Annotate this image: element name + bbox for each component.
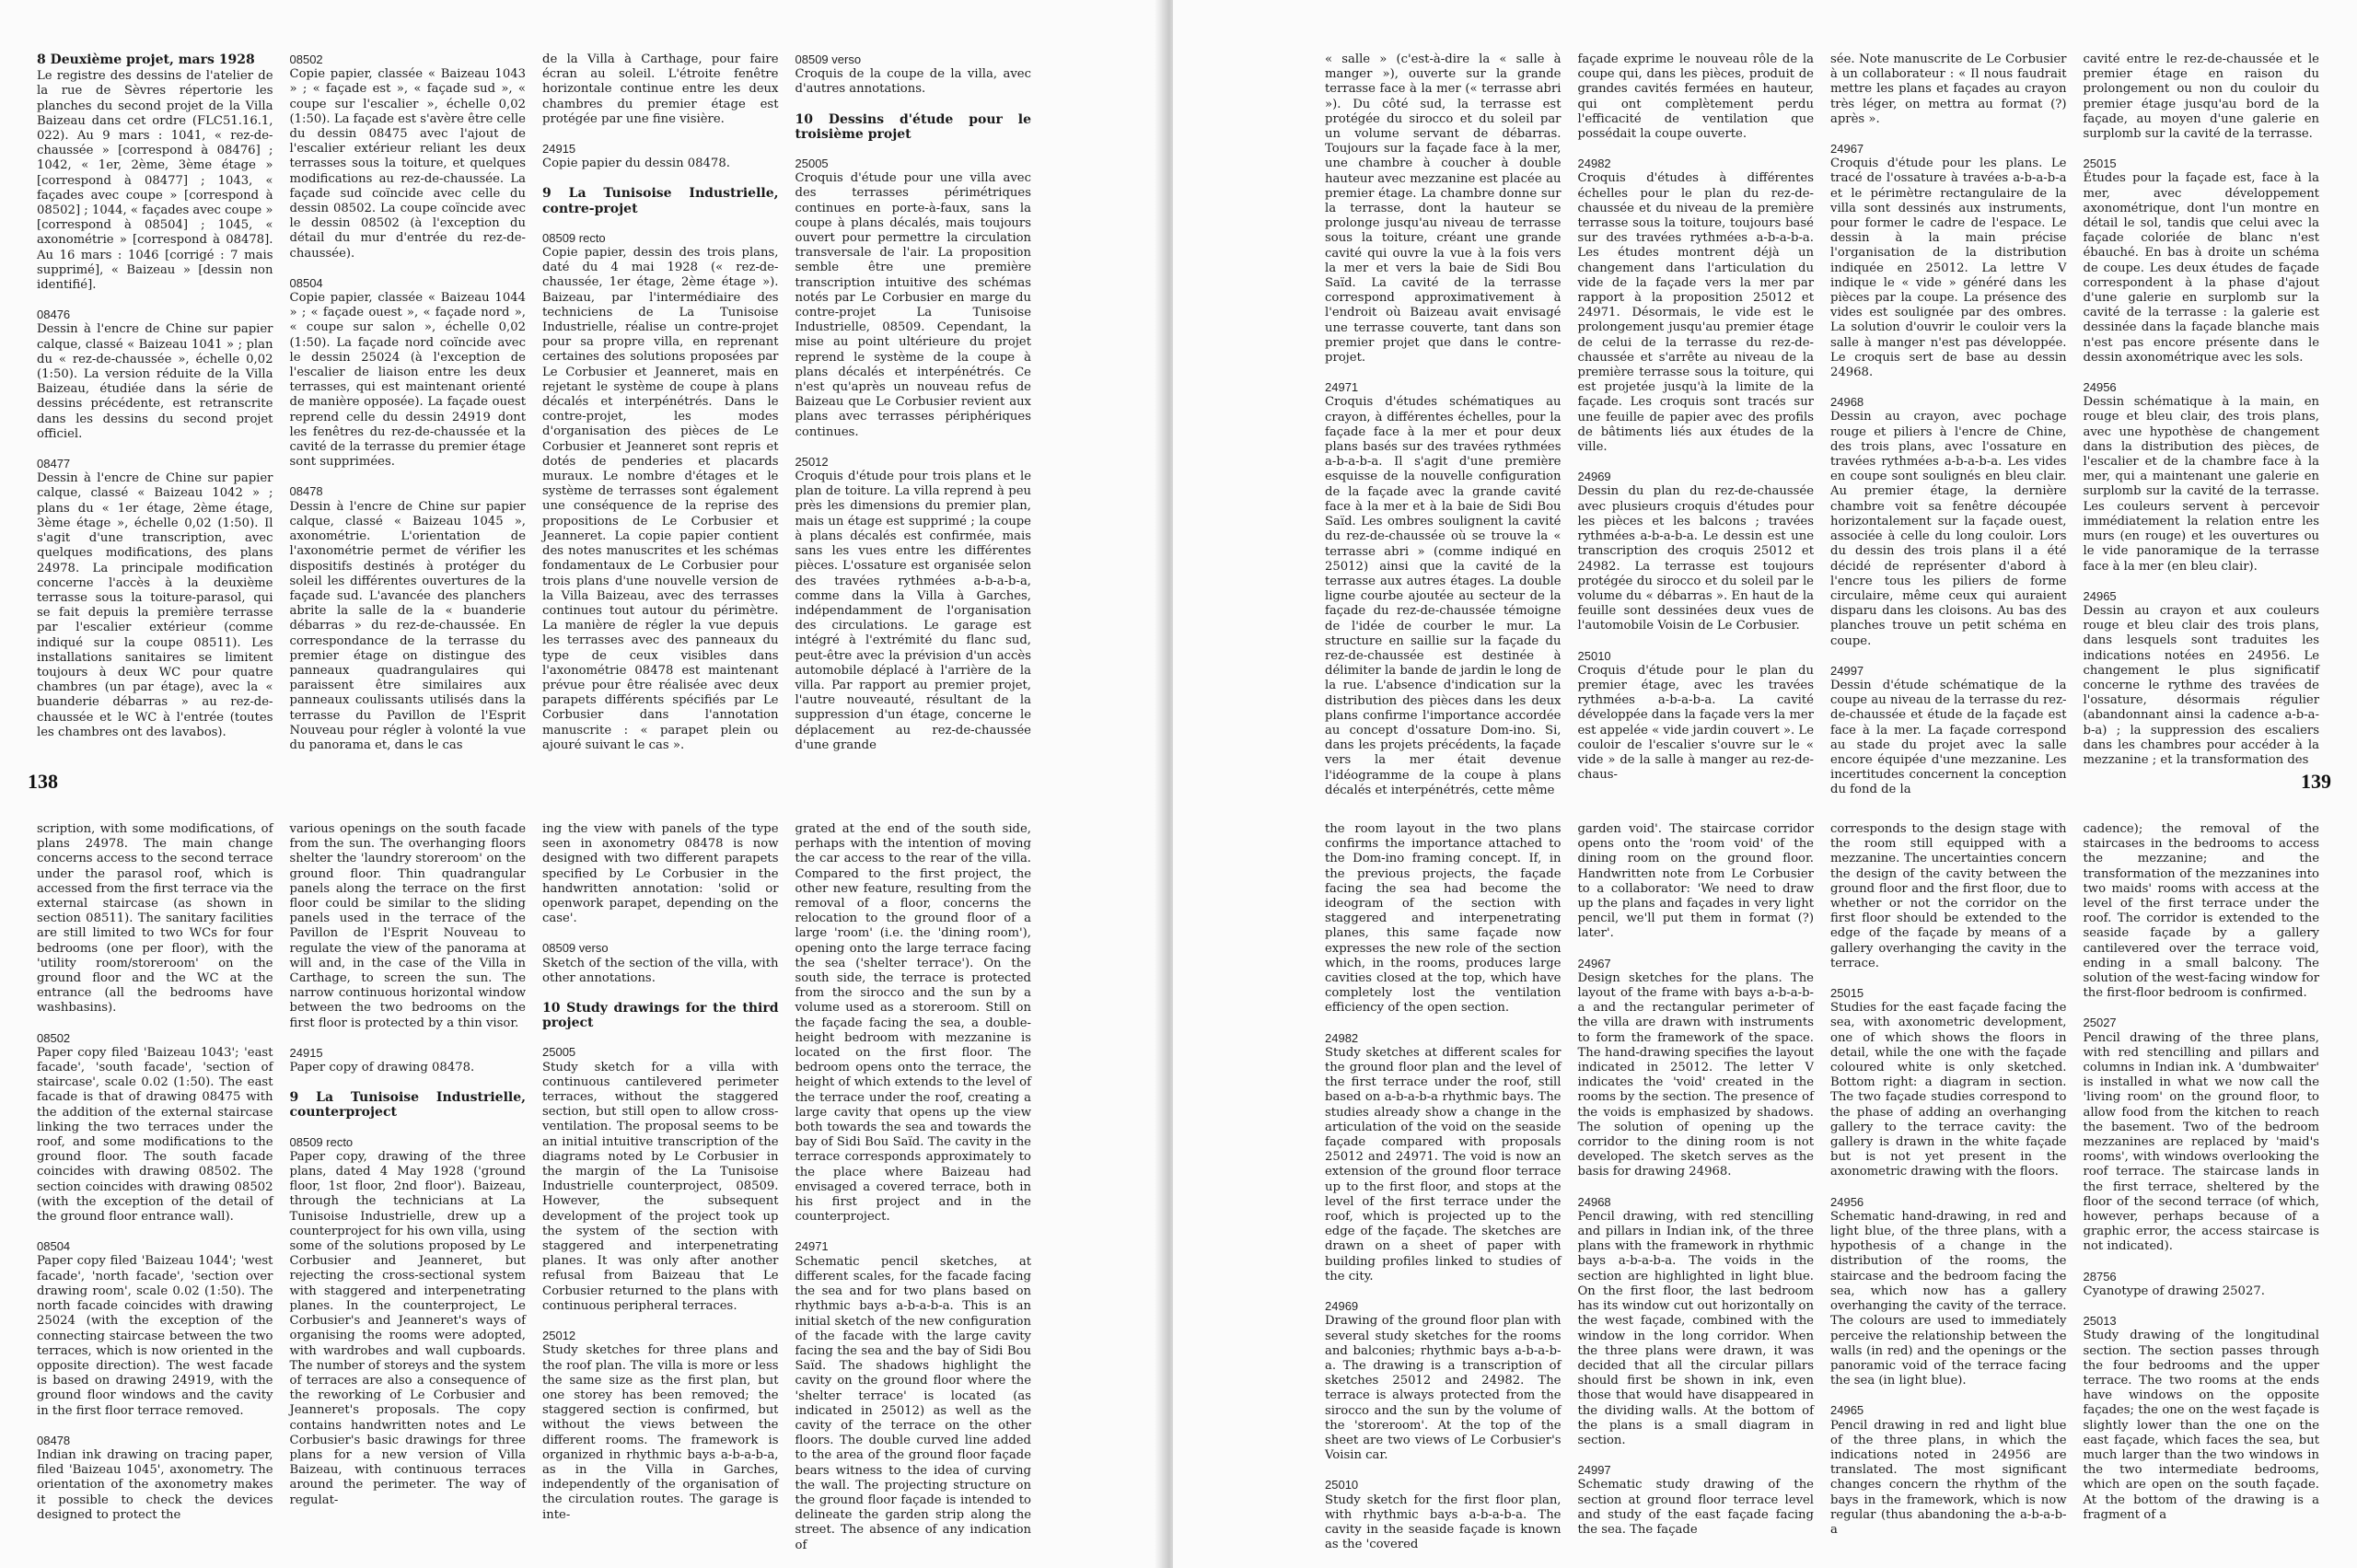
catalogue-entry (1578, 822, 1815, 942)
drawing-number: 08504 (37, 1239, 71, 1254)
entry-text: Copie papier, classée « Baizeau 1043 » ; « façade est », « façade sud », « coupe sur l'escalier », échelle 0,02 (1:50). La façade est s'avère être celle du dessin 08475 avec l'ajout de l'escalier extérieur reliant les deux terrasses sous la toiture, et quelques modifications au rez-de-chaussée. La façade sud coïncide avec celle du dessin 08502. La coupe coïncide avec le dessin 08502 (à l'exception du détail du mur d'entrée du rez-de-chaussée). (289, 67, 526, 261)
entry-text: Croquis d'étude pour une villa avec des terrasses périmétriques continues en porte-à-faux, sans la coupe à plans décalés, mais toujours ouvert pour permettre la circulation transversale de l'air. La proposition semble être une première transcription intuitive des schémas notés par Le Corbusier en marge du contre-projet La Tunisoise Industrielle, 08509. Cependant, la mise au point ultérieure du projet reprend le système de la coupe à plans décalés et interpénétrés. Ce n'est qu'après un nouveau refus de Baizeau que Le Corbusier revient aux plans avec terrasses périphériques continues. (795, 171, 1031, 439)
catalogue-entry (542, 52, 779, 127)
catalogue-entry (290, 1135, 527, 1508)
catalogue-entry (1325, 1478, 1562, 1552)
entry-text: Pencil drawing, with red stencilling and pillars in Indian ink, of the three plans with the framework in rhythmic bays a-b-a-b-a. The voids in the section are highlighted in light blue. On the first floor, the last bedroom has its window cut out horizontally on the west façade, combined with the window in the long corridor. When the three plans were drawn, it was decided that all the circular pillars should first be shown in ink, even those that would have disappeared in the dividing walls. At the bottom of the plans is a small diagram in section. (1577, 1209, 1814, 1447)
entry-text: Croquis de la coupe de la villa, avec d'autres annotations. (795, 67, 1031, 97)
catalogue-entry (37, 1434, 273, 1523)
drawing-number: 08509 recto (289, 1134, 354, 1149)
catalogue-entry (1578, 1195, 1815, 1448)
entry-text: the room layout in the two plans confirms the importance attached to the Dom-ino framing concept. If, in the previous projects, the façade facing the sea had become the ideogram of the section with staggered and interpenetrating planes, this same façade now expresses the new role of the section which, in the rooms, produces large cavities closed at the top, which have completely lost the ventilation efficiency of the open section. (1325, 822, 1562, 1016)
text-column (2084, 52, 2320, 813)
catalogue-entry (290, 484, 527, 753)
text-column (290, 822, 527, 1568)
catalogue-entry (2084, 1270, 2320, 1299)
catalogue-entry (542, 1001, 779, 1030)
entry-text: various openings on the south facade from the sun. The overhanging floors shelter the 'laundry storeroom' on the ground floor. Thin quadrangular panels along the terrace on the first floor could be similar to the sliding panels used in the terrace of the Pavillon de l'Esprit Nouveau to regulate the view of the panorama at will and, in the case of the Villa in Carthage, to screen the sun. The narrow continuous horizontal window between the two bedrooms on the first floor is protected by a thin visor. (289, 822, 526, 1030)
entry-text: Drawing of the ground floor plan with several study sketches for the rooms and balconies; rhythmic bays a-b-a-b-a. The drawing is a transcription of sketches 25012 and 24982. The terrace is always protected from the sirocco and the sun by the volume of the 'storeroom'. At the top of the sheet are two views of Le Corbusier's Voisin car. (1325, 1314, 1562, 1463)
entry-text: Dessin au crayon, avec pochage rouge et piliers à l'encre de Chine, des trois plans, avec l'ossature en travées rythmées a-b-a-b-a. Les vides en coupe sont soulignés en bleu clair. Au premier étage, la dernière chambre voit sa fenêtre découpée horizontalement sur la façade ouest, associée à celle du long couloir. Lors du dessin des trois plans il a été décidé de représenter d'abord à l'encre tous les piliers de forme circulaire, même ceux qui auraient disparu dans les cloisons. Au bas des planches trouve un petit schéma en coupe. (1830, 410, 2067, 648)
text-column (795, 52, 1032, 771)
catalogue-entry (2084, 822, 2320, 1001)
drawing-number: 25013 (2083, 1314, 2117, 1329)
text-column (1830, 52, 2067, 813)
entry-text: Dessin du plan du rez-de-chaussée avec plusieurs croquis d'études pour les pièces et les balcons ; travées rythmées a-b-a-b-a. Le dessin est une transcription des croquis 25012 et 24982. La terrasse est toujours protégée du sirocco et du soleil par le volume du « débarras ». En haut de la feuille sont dessinées deux vues de l'automobile Voisin de Le Corbusier. (1577, 484, 1814, 633)
drawing-number: 08509 verso (795, 52, 862, 66)
text-column (1830, 822, 2067, 1567)
right-page (1173, 0, 2357, 1568)
text-column (2084, 822, 2320, 1567)
catalogue-entry (1830, 664, 2067, 798)
drawing-number: 08502 (289, 52, 323, 66)
catalogue-entry (1830, 52, 2067, 127)
catalogue-entry (290, 52, 527, 261)
catalogue-entry (1830, 986, 2067, 1180)
catalogue-entry (1578, 470, 1815, 633)
entry-text: « salle » (c'est-à-dire la « salle à manger »), ouverte sur la grande terrasse face à la mer (« terrasse abri »). Du côté sud, la terrasse est protégée du sirocco et du soleil par un volume servant de débarras. Toujours sur la façade face à la mer, une chambre à coucher à double hauteur avec mezzanine est placée au premier étage. La chambre donne sur la terrasse, dont la hauteur se prolonge jusqu'au niveau de terrasse sous la toiture, créant une grande cavité qui ouvre la vue à la fois vers la mer et vers la baie de Sidi Bou Saïd. La cavité de la terrasse correspond approximativement à l'endroit où Baizeau avait envisagé une terrasse couverte, tant dans son premier projet que dans le contre-projet. (1325, 52, 1562, 366)
catalogue-entry (795, 157, 1032, 440)
catalogue-entry (1578, 1463, 1815, 1538)
catalogue-entry (37, 822, 273, 1016)
entry-text: Study sketches at different scales for the ground floor plan and the level of the first terrace under the roof, still based on a-b-a-b-a rhythmic bays. The studies already show a change in the articulation of the void on the seaside façade compared with proposals 25012 and 24971. The void is now an extension of the ground floor terrace up to the first floor, and stops at the level of the first terrace under the roof, which is projected up to the edge of the façade. The sketches are drawn on a sheet of paper with building profiles linked to studies of the city. (1325, 1045, 1562, 1283)
text-column (542, 822, 779, 1568)
catalogue-entry (37, 1031, 273, 1225)
drawing-number: 25010 (1325, 1478, 1359, 1493)
drawing-number: 24982 (1577, 157, 1611, 171)
catalogue-entry (795, 822, 1032, 1225)
text-column (1578, 822, 1815, 1567)
entry-text: Études pour la façade est, face à la mer, avec développement axonométrique, dont l'un montre en détail le sol, tandis que celui avec la façade coloriée de blanc n'est ébauché. En bas à droite un schéma de coupe. Les deux études de façade correspondent à la phase d'ajout d'une galerie en surplomb sur la cavité de la terrasse : la galerie est dessinée dans la façade blanche mais n'est pas encore présente dans le dessin axonométrique avec les sols. (2083, 171, 2319, 365)
catalogue-entry (1325, 822, 1562, 1016)
entry-text: Croquis d'étude pour trois plans et le plan de toiture. La villa reprend à peu près les dimensions du premier plan, mais un étage est supprimé ; la coupe à plans décalés est confirmée, mais sans les vues entre les différentes pièces. L'ossature est organisée selon des travées rythmées a-b-a-b-a, comme dans la Villa à Garches, indépendamment de l'organisation des circulations. Le garage est intégré à l'extrémité du flanc sud, peut-être avec la prévision d'un accès automobile déplacé à l'arrière de la villa. Par rapport au premier projet, l'autre nouveauté, résultant de la suppression d'un étage, concerne le déplacement au rez-de-chaussée d'une grande (795, 470, 1031, 752)
drawing-number: 08478 (289, 484, 323, 499)
catalogue-entry (2084, 1016, 2320, 1254)
entry-text: Copie papier du dessin 08478. (542, 157, 730, 171)
catalogue-entry (1830, 822, 2067, 971)
catalogue-entry (1325, 52, 1562, 366)
entry-text: Studies for the east façade facing the sea, with axonometric development, one of which shows the floors in detail, while the one with the façade coloured white is only sketched. Bottom right: a diagram in section. The two façade studies correspond to the phase of adding an overhanging gallery to the terrace cavity: the gallery is drawn in the white façade but is not yet present in the axonometric drawing with the floors. (1830, 1001, 2067, 1179)
entry-text: Le registre des dessins de l'atelier de la rue de Sèvres répertorie les planches du second projet de la Villa Baizeau dans cet ordre (FLC51.16.1, 022). Au 9 mars : 1041, « rez-de-chaussée » [correspond à 08476] ; 1042, « 1er, 2ème, 3ème étage » [correspond à 08477] ; 1043, « façades avec coupe » [correspond à 08502] ; 1044, « façades avec coupe » [correspond à 08504] ; 1045, « axonométrie » [correspond à 08478]. Au 16 mars : 1046 [corrigé : 7 mais supprimé], « Baizeau » [dessin non identifié]. (37, 69, 273, 293)
entry-text: façade exprime le nouveau rôle de la coupe qui, dans les pièces, produit de grandes cavités fermées en hauteur, qui ont complètement perdu l'efficacité de ventilation que possédait la coupe ouverte. (1577, 52, 1814, 142)
entry-text: Dessin au crayon et aux couleurs rouge et bleu clair des trois plans, dans lesquels sont traduites les indications notées en 24956. Le changement le plus significatif concerne le rythme des travées de l'ossature, désormais régulier (abandonnant ainsi la cadence a-b-a-b-a) ; la suppression des escaliers dans les chambres pour accéder à la mezzanine ; et la transformation des (2083, 603, 2319, 767)
drawing-number: 24965 (1830, 1403, 1864, 1418)
entry-text: garden void'. The staircase corridor opens onto the 'room void' of the dining room on the ground floor. Handwritten note from Le Corbusier to a collaborator: 'We need to draw up the plans and façades in very light pencil, we'll put them in format (?) later'. (1577, 822, 1814, 941)
entry-text: Croquis d'étude pour le plan du premier étage, avec les travées rythmées a-b-a-b-a. La cavité développée dans la façade vers la mer est appelée « vide jardin couvert ». Le couloir de l'escalier s'ouvre sur le « vide » de la salle à manger au rez-de-chaus- (1577, 663, 1814, 783)
drawing-number: 08509 recto (542, 230, 606, 245)
catalogue-entry (2084, 157, 2320, 366)
drawing-number: 24967 (1830, 142, 1864, 157)
drawing-number: 24971 (795, 1239, 829, 1254)
entry-text: Paper copy of drawing 08478. (289, 1061, 475, 1075)
entry-text: Dessin à l'encre de Chine sur papier calque, classé « Baizeau 1045 », axonométrie. L'orientation de l'axonométrie permet de vérifier les dispositifs destinés à protéger du soleil les différentes ouvertures de la façade sud. L'avancée des planchers abrite la salle de la « buanderie débarras » du rez-de-chaussée. En correspondance de la terrasse du premier étage on distingue des panneaux quadrangulaires qui paraissent être similaires aux panneaux coulissants utilisés dans la terrasse du Pavillon de l'Esprit Nouveau pour régler à volonté la vue du panorama et, dans le cas (289, 499, 526, 752)
drawing-number: 24997 (1830, 663, 1864, 678)
catalogue-entry (795, 1239, 1032, 1552)
drawing-number: 25005 (542, 1045, 576, 1060)
catalogue-entry (37, 457, 273, 740)
catalogue-entry (795, 455, 1032, 753)
entry-text: ing the view with panels of the type seen in axonometry 08478 is now designed with two different parapets specified by Le Corbusier in the handwritten annotation: 'solid or openwork parapet, depending on the case'. (542, 822, 779, 926)
drawing-number: 08477 (37, 457, 71, 471)
catalogue-entry (1830, 395, 2067, 648)
catalogue-entry (542, 1045, 779, 1314)
entry-text: Study sketch for a villa with continuous cantilevered perimeter terraces, without the staggered section, but still open to allow cross-ventilation. The proposal seems to be an initial intuitive transcription of the diagrams noted by Le Corbusier in the margin of the La Tunisoise Industrielle counterproject, 08509. However, the subsequent development of the project took up the system of the section with staggered and interpenetrating planes. It was only after another refusal from Baizeau that Le Corbusier returned to the plans with continuous peripheral terraces. (542, 1060, 779, 1313)
catalogue-entry (1578, 157, 1815, 455)
catalogue-entry (37, 1239, 273, 1418)
left-page (0, 0, 1167, 1568)
page-number-left: 138 (28, 770, 58, 793)
drawing-number: 24965 (2083, 588, 2117, 603)
catalogue-entry (37, 52, 273, 293)
entry-text: grated at the end of the south side, perhaps with the intention of moving the car access to the rear of the villa. Compared to the first project, the other new feature, resulting from the removal of a floor, concerns the relocation to the ground floor of a large 'room' (i.e. the 'dining room'), opening onto the large terrace facing the sea ('shelter terrace'). On the south side, the terrace is protected from the sirocco and the sun by a volume used as a storeroom. Still on the façade facing the sea, a double-height bedroom with mezzanine is located on the first floor. The bedroom opens onto the terrace, the height of which extends to the level of the terrace under the roof, creating a large cavity that opens up the view both towards the sea and towards the bay of Sidi Bou Saïd. The cavity in the terrace corresponds approximately to the place where Baizeau had envisaged a covered terrace, both in his first project and in the counterproject. (795, 822, 1031, 1225)
text-column (542, 52, 779, 771)
catalogue-entry (795, 52, 1032, 98)
entry-text: Indian ink drawing on tracing paper, filed 'Baizeau 1045', axonometry. The orientation of the axonometry makes it possible to check the devices designed to protect the (37, 1447, 273, 1522)
catalogue-entry (37, 308, 273, 442)
entry-text: scription, with some modifications, of plans 24978. The main change concerns access to the second terrace under the parasol roof, which is accessed from the first terrace via the external staircase (as shown in section 08511). The sanitary facilities are still limited to two WCs for four bedrooms (one per floor), with the 'utility room/storeroom' on the ground floor and the WC at the entrance (all the bedrooms have washbasins). (37, 822, 273, 1016)
entry-text: Paper copy, drawing of the three plans, dated 4 May 1928 ('ground floor, 1st floor, 2nd floor'). Baizeau, through the technicians at La Tunisoise Industrielle, drew up a counterproject for his own villa, using some of the solutions proposed by Le Corbusier and Jeanneret, but rejecting the cross-sectional system with staggered and interpenetrating planes. In the counterproject, Le Corbusier's and Jeanneret's ways of organising the rooms were adopted, with wardrobes and wall cupboards. The number of storeys and the system of terraces are also a consequence of the reworking of Le Corbusier and Jeanneret's proposals. The copy contains handwritten notes and Le Corbusier's basic drawings for three plans for a new version of Villa Baizeau, with continuous terraces around the perimeter. The way of regulat- (289, 1149, 526, 1507)
entry-text: sée. Note manuscrite de Le Corbusier à un collaborateur : « Il nous faudrait mettre les plans et façades au crayon très léger, on mettra au format (?) après ». (1830, 52, 2067, 126)
entry-text: Paper copy filed 'Baizeau 1043'; 'east facade', 'south facade', 'section of staircase', scale 0.02 (1:50). The east facade is that of drawing 08475 with the addition of the external staircase linking the two terraces under the roof, and some modifications to the ground floor. The south facade coincides with drawing 08502. The section coincides with drawing 08502 (with the exception of the detail of the ground floor entrance wall). (37, 1045, 273, 1225)
entry-text: Study sketch for the first floor plan, with rhythmic bays a-b-a-b-a. The cavity in the seaside façade is known as the 'covered (1325, 1493, 1562, 1552)
entry-text: Croquis d'étude pour les plans. Le tracé de l'ossature à travées a-b-a-b-a et le périmètre rectangulaire de la villa sont dessinés aux instruments, pour former le cadre de l'espace. Le dessin à la main précise l'organisation de la distribution indiquée en 25012. La lettre V indique le « vide » généré dans les pièces par la coupe. La présence des vides est soulignée par des ombres. La solution d'ouvrir le couloir vers la salle à manger n'est pas développée. Le croquis sert de base au dessin 24968. (1830, 157, 2067, 380)
entry-text: de la Villa à Carthage, pour faire écran au soleil. L'étroite fenêtre horizontale continue entre les deux chambres du premier étage est protégée par une fine visière. (542, 52, 779, 126)
entry-text: Croquis d'études à différentes échelles pour le plan du rez-de-chaussée et du niveau de la première terrasse sous la toiture, toujours basé sur des travées rythmées a-b-a-b-a. Les études montrent déjà un changement dans l'articulation du vide de la façade vers la mer par rapport à la proposition 25012 et 24971. Désormais, le vide est le prolongement jusqu'au premier étage de celui de la terrasse du rez-de-chaussée et s'arrête au niveau de la première terrasse sous la toiture, qui est projetée jusqu'à la limite de la façade. Les croquis sont tracés sur une feuille de papier avec des profils de bâtiments liés aux études de la ville. (1577, 171, 1814, 455)
catalogue-entry (1578, 649, 1815, 784)
section-heading: 9 La Tunisoise Industrielle, contre-projet (542, 186, 779, 216)
drawing-number: 24969 (1577, 470, 1611, 484)
catalogue-entry (795, 112, 1032, 142)
catalogue-entry (542, 186, 779, 215)
entry-text: Copie papier, classée « Baizeau 1044 » ; « façade ouest », « façade nord », « coupe sur salon », échelle 0,02 (1:50). La façade nord coïncide avec le dessin 25024 (à l'exception de l'escalier de liaison entre les deux terrasses, qui est maintenant orienté de manière opposée). La façade ouest reprend celle du dessin 24919 dont les fenêtres du rez-de-chaussée et la cavité de la terrasse du premier étage sont supprimées. (289, 291, 526, 470)
drawing-number: 24971 (1325, 380, 1359, 395)
entry-text: Study drawing of the longitudinal section. The section passes through the four bedrooms and the upper terrace. The two rooms at the ends have windows on the opposite façades; the one on the west façade is slightly lower than the one on the east façade, which faces the sea, but much larger than the two windows in the two intermediate bedrooms, which are open on the south façade. At the bottom of the drawing is a fragment of a (2083, 1329, 2319, 1522)
entry-text: Dessin à l'encre de Chine sur papier calque, classé « Baizeau 1041 » ; plan du « rez-de-chaussée », échelle 0,02 (1:50). La version réduite de la Villa Baizeau, étudiée dans la série de dessins précédente, est retranscrite dans les dessins du second projet officiel. (37, 322, 273, 441)
section-heading: 8 Deuxième projet, mars 1928 (37, 52, 255, 67)
entry-text: Pencil drawing in red and light blue of the three plans, in which the indications noted in 24956 are translated. The most significant changes concern the rhythm of the bays in the framework, which is now regular (thus abandoning the a-b-a-b-a (1830, 1418, 2067, 1537)
drawing-number: 24915 (542, 142, 576, 157)
entry-text: Schematic study drawing of the section at ground floor terrace level and study of the east façade facing the sea. The façade (1577, 1478, 1814, 1537)
catalogue-entry (1578, 957, 1815, 1180)
catalogue-entry (1325, 1031, 1562, 1284)
catalogue-entry (1578, 52, 1815, 142)
entry-text: Design sketches for the plans. The layout of the frame with bays a-b-a-b-a and the rectangular perimeter of the villa are drawn with instruments to form the framework of the space. The hand-drawing specifies the layout indicated in 25012. The letter V indicates the 'void' created in the rooms by the section. The presence of the voids is emphasized by shadows. The solution of opening up the corridor to the dining room is not developed. The sketch serves as the basis for drawing 24968. (1577, 970, 1814, 1179)
entry-text: Copie papier, dessin des trois plans, daté du 4 mai 1928 (« rez-de-chaussée, 1er étage, 2ème étage »). Baizeau, par l'intermédiaire des techniciens de La Tunisoise Industrielle, réalise un contre-projet pour sa propre villa, en reprenant certaines des solutions proposées par Le Corbusier et Jeanneret, mais en rejetant le système de coupe à plans décalés et interpénétrés. Dans le contre-projet, les modes d'organisation des pièces de Le Corbusier et Jeanneret sont repris et dotés de penderies et placards muraux. Le nombre d'étages et le système de terrasses sont également une conséquence de la reprise des propositions de Le Corbusier et Jeanneret. La copie papier contient des notes manuscrites et les schémas fondamentaux de Le Corbusier pour trois plans d'une nouvelle version de la Villa Baizeau, avec des terrasses continues tout autour du périmètre. La manière de régler la vue depuis les terrasses avec des panneaux du type de ceux visibles dans l'axonométrie 08478 est maintenant prévue pour être réalisée avec deux parapets différents spécifiés par Le Corbusier dans l'annotation manuscrite : « parapet plein ou ajouré suivant le cas ». (542, 246, 779, 752)
text-column (795, 822, 1032, 1568)
drawing-number: 24969 (1325, 1299, 1359, 1314)
drawing-number: 25012 (542, 1329, 576, 1343)
text-column (37, 822, 273, 1568)
left-top-text (37, 52, 1031, 771)
drawing-number: 25015 (1830, 986, 1864, 1001)
drawing-number: 08476 (37, 308, 71, 322)
drawing-number: 24968 (1830, 395, 1864, 410)
drawing-number: 24956 (1830, 1194, 1864, 1209)
catalogue-entry (542, 231, 779, 753)
entry-text: Study sketches for three plans and the roof plan. The villa is more or less the same size as the first plan, but one storey has been removed; the staggered section is confirmed, but without the views between the different rooms. The framework is organized in rhythmic bays a-b-a-b-a, as in the Villa in Garches, independently of the organisation of the circulation routes. The garage is inte- (542, 1343, 779, 1522)
left-bottom-text (37, 822, 1031, 1559)
text-column (1325, 52, 1562, 813)
drawing-number: 28756 (2083, 1269, 2117, 1283)
catalogue-entry (290, 822, 527, 1031)
catalogue-entry (2084, 52, 2320, 142)
section-heading: 10 Dessins d'étude pour le troisième projet (795, 111, 1031, 142)
catalogue-entry (2084, 1314, 2320, 1523)
drawing-number: 25027 (2083, 1016, 2117, 1030)
section-heading: 9 La Tunisoise Industrielle, counterproject (289, 1090, 526, 1121)
entry-text: cavité entre le rez-de-chaussée et le premier étage en raison du prolongement ou non du couloir du premier étage jusqu'au bord de la façade, au moyen d'une galerie en surplomb sur la cavité de la terrasse. (2083, 52, 2319, 142)
catalogue-entry (542, 142, 779, 171)
drawing-number: 24968 (1577, 1194, 1611, 1209)
entry-text: cadence); the removal of the staircases in the bedrooms to access the mezzanine; and the transformation of the mezzanines into two maids' rooms with access at the level of the first terrace under the roof. The corridor is extended to the seaside façade by a gallery cantilevered over the terrace void, ending in a small balcony. The solution of the west-facing window for the first-floor bedroom is confirmed. (2083, 822, 2319, 1001)
catalogue-entry (290, 276, 527, 470)
catalogue-entry (1830, 142, 2067, 380)
drawing-number: 25015 (2083, 157, 2117, 171)
entry-text: Sketch of the section of the villa, with other annotations. (542, 956, 779, 985)
entry-text: corresponds to the design stage with the room still equipped with a mezzanine. The uncertainties concern the design of the cavity between the ground floor and the first floor, due to whether or not the corridor on the first floor should be extended to the edge of the façade by means of a gallery overhanging the cavity in the terrace. (1830, 822, 2067, 970)
page-number-right: 139 (2301, 770, 2331, 793)
catalogue-entry (2084, 380, 2320, 575)
entry-text: Dessin à l'encre de Chine sur papier calque, classé « Baizeau 1042 » ; plans du « 1er étage, 2ème étage, 3ème étage », échelle 0,02 (1:50). Il s'agit d'une transcription, avec quelques modifications, des plans 24978. La principale modification concerne l'accès à la deuxième terrasse sous la toiture-parasol, qui se fait depuis la première terrasse par l'escalier extérieur (comme indiqué sur la coupe 08511). Les installations sanitaires se limitent toujours à deux WC pour quatre chambres (un par étage), avec la « buanderie débarras » au rez-de-chaussée et le WC à l'entrée (toutes les chambres ont des lavabos). (37, 471, 273, 739)
drawing-number: 24915 (289, 1045, 323, 1060)
drawing-number: 25012 (795, 454, 829, 469)
catalogue-entry (290, 1046, 527, 1075)
entry-text: Schematic pencil sketches, at different scales, for the facade facing the sea and for two plans based on rhythmic bays a-b-a-b-a. This is an initial sketch of the new configuration of the facade with the large cavity facing the sea and the bay of Sidi Bou Saïd. The shadows highlight the cavity on the ground floor where the 'shelter terrace' is located (as indicated in 25012) as well as the cavity of the terrace on the other floors. The double curved line added to the area of the ground floor façade bears witness to the idea of curving the wall. The projecting structure on the ground floor façade is intended to delineate the garden strip along the street. The absence of any indication of (795, 1254, 1031, 1552)
catalogue-entry (1830, 1403, 2067, 1538)
text-column (1325, 822, 1562, 1567)
drawing-number: 24982 (1325, 1030, 1359, 1045)
drawing-number: 25005 (795, 157, 829, 171)
catalogue-entry (1325, 1299, 1562, 1463)
drawing-number: 08509 verso (542, 941, 609, 956)
text-column (290, 52, 527, 771)
catalogue-entry (2084, 589, 2320, 768)
drawing-number: 08478 (37, 1433, 71, 1447)
entry-text: Dessin schématique à la main, en rouge et bleu clair, des trois plans, avec une hypothèse de changement dans la distribution des pièces, de l'escalier et de la chambre face à la mer, qui a maintenant une galerie en surplomb sur la cavité de la terrasse. Les couleurs servent à percevoir immédiatement la relation entre les murs (en rouge) et les ouvertures ou le vide panoramique de la terrasse face à la mer (en bleu clair). (2083, 395, 2319, 574)
catalogue-entry (1830, 1195, 2067, 1389)
catalogue-entry (542, 1329, 779, 1523)
entry-text: Cyanotype of drawing 25027. (2083, 1283, 2265, 1298)
text-column (1578, 52, 1815, 813)
drawing-number: 08502 (37, 1030, 71, 1045)
entry-text: Pencil drawing of the three plans, with red stencilling and pillars and columns in Indian ink. A 'dumbwaiter' is installed in what we now call the 'living room' on the ground floor, to allow food from the kitchen to reach the basement. Two of the bedroom mezzanines are replaced by 'maid's rooms', with windows overlooking the roof terrace. The staircase lands in the first terrace, sheltered by the floor of the second terrace (of which, however, perhaps because of a graphic error, the access staircase is not indicated). (2083, 1030, 2319, 1254)
section-heading: 10 Study drawings for the third project (542, 1001, 779, 1031)
text-column (37, 52, 273, 771)
right-bottom-text (1325, 822, 2319, 1559)
drawing-number: 08504 (289, 275, 323, 290)
catalogue-entry (290, 1090, 527, 1120)
entry-text: Croquis d'études schématiques au crayon, à différentes échelles, pour la façade face à la mer et pour deux plans basés sur des travées rythmées a-b-a-b-a. Il s'agit d'une première esquisse de la nouvelle configuration de la façade avec la grande cavité face à la mer et à la baie de Sidi Bou Saïd. Les ombres soulignent la cavité du rez-de-chaussée où se trouve la « terrasse abri » (comme indiqué en 25012) ainsi que la cavité de la terrasse aux autres étages. La double ligne courbe ajoutée au secteur de la façade du rez-de-chaussée témoigne de l'idée de courber le mur. La structure en saillie sur la façade du rez-de-chaussée est destinée à délimiter la bande de jardin le long de la rue. L'absence d'indication sur la distribution des pièces dans les deux plans confirme l'importance accordée au concept d'ossature Dom-ino. Si, dans les projets précédents, la façade vers la mer était devenue l'idéogramme de la coupe à plans décalés et interpénétrés, cette même (1325, 395, 1562, 797)
catalogue-entry (1325, 380, 1562, 798)
entry-text: Paper copy filed 'Baizeau 1044'; 'west facade', 'north facade', 'section over drawing room', scale 0.02 (1:50). The north facade coincides with drawing 25024 (with the exception of the connecting staircase between the two terraces, which is now oriented in the opposite direction). The west facade is based on drawing 24919, with the ground floor windows and the cavity in the first floor terrace removed. (37, 1254, 273, 1418)
drawing-number: 25010 (1577, 648, 1611, 663)
drawing-number: 24967 (1577, 956, 1611, 970)
drawing-number: 24956 (2083, 380, 2117, 395)
entry-text: Dessin d'étude schématique de la coupe au niveau de la terrasse du rez-de-chaussée et étude de la façade est face à la mer. La façade correspond au stade du projet avec la salle encore équipée d'une mezzanine. Les incertitudes concernent la conception du fond de la (1830, 678, 2067, 797)
catalogue-entry (542, 822, 779, 926)
entry-text: Schematic hand-drawing, in red and light blue, of the three plans, with a hypothesis of a change in the distribution of the rooms, the staircase and the bedroom facing the sea, which now has a gallery overhanging the cavity of the terrace. The colours are used to immediately perceive the relationship between the walls (in red) and the openings or the panoramic void of the terrace facing the sea (in light blue). (1830, 1209, 2067, 1388)
drawing-number: 24997 (1577, 1463, 1611, 1478)
catalogue-entry (542, 941, 779, 986)
